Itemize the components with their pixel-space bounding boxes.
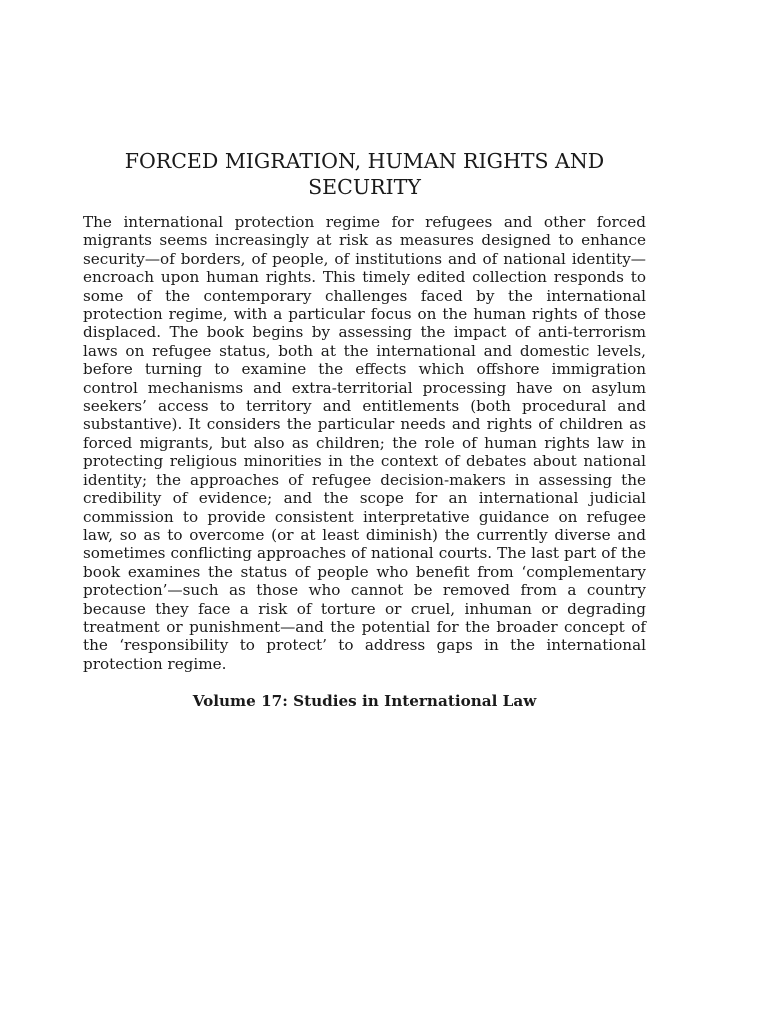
book-description-page	[83, 148, 646, 710]
book-blurb: The international protection regime for refugees and other forced migrants seems increasingly at risk as measures designed to enhance security—of borders, of people, of institutions and of national identity—encroach upon human rights. This timely edited collection responds to some of the contemporary challenges faced by the international protection regime, with a particular focus on the human rights of those displaced. The book begins by assessing the impact of anti-terrorism laws on refugee status, both at the international and domestic levels, before turning to examine the effects which offshore immigration control mechanisms and extra-territorial processing have on asylum seekers’ access to territory and entitlements (both procedural and substantive). It considers the particular needs and rights of children as forced migrants, but also as children; the role of human rights law in protecting religious minorities in the context of debates about national identity; the approaches of refugee decision-makers in assessing the credibility of evidence; and the scope for an international judicial commission to provide consistent interpretative guidance on refugee law, so as to overcome (or at least diminish) the currently diverse and sometimes conflicting approaches of national courts. The last part of the book examines the status of people who benefit from ‘complementary protection’—such as those who cannot be removed from a country because they face a risk of torture or cruel, inhuman or degrading treatment or punishment—and the potential for the broader concept of the ‘responsibility to protect’ to address gaps in the international protection regime.	[83, 213, 646, 673]
book-title: FORCED MIGRATION, HUMAN RIGHTS AND SECURITY	[124, 149, 605, 199]
series-volume-label: Volume 17: Studies in International Law	[192, 692, 537, 711]
